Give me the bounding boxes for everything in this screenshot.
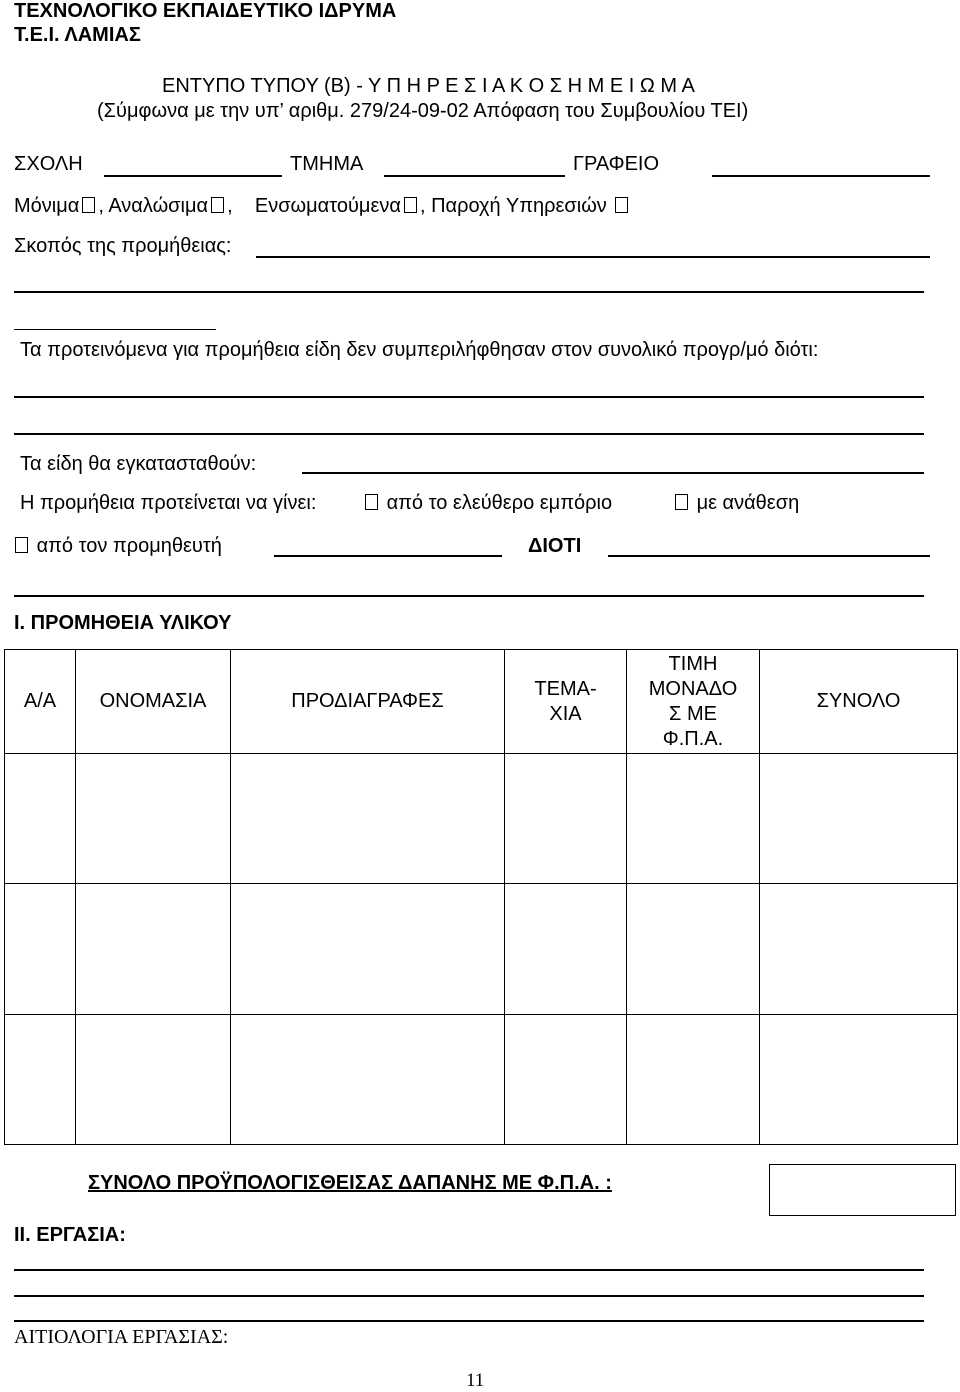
school-label: ΣΧΟΛΗ xyxy=(14,153,83,175)
school-field[interactable] xyxy=(104,175,282,177)
table-row xyxy=(5,754,958,884)
office-label: ΓΡΑΦΕΙΟ xyxy=(573,153,660,175)
cell[interactable] xyxy=(760,884,958,1015)
grand-total-label: ΣΥΝΟΛΟ ΠΡΟΫΠΟΛΟΓΙΣΘΕΙΣΑΣ ΔΑΠΑΝΗΣ ΜΕ Φ.Π.Α. : xyxy=(88,1172,612,1194)
institution-city: Τ.Ε.Ι. ΛΑΜΙΑΣ xyxy=(14,24,141,46)
col-unit-price xyxy=(627,650,760,754)
free-market-checkbox[interactable] xyxy=(365,494,378,510)
type-embedded-label: Ενσωματούμενα xyxy=(254,195,401,217)
cell[interactable] xyxy=(5,754,76,884)
type-embedded-checkbox[interactable] xyxy=(404,197,417,213)
type-permanent-label: Μόνιμα xyxy=(14,195,80,217)
form-title: ΕΝΤΥΠΟ ΤΥΠΟΥ (Β) - Υ Π Η Ρ Ε Σ Ι Α Κ Ο Σ Η Μ Ε Ι Ω Μ Α xyxy=(162,75,695,97)
cell[interactable] xyxy=(231,884,505,1015)
table-row xyxy=(5,1015,958,1145)
supply-type-row: Μόνιμα , Αναλώσιμα , Ενσωματούμενα , Παροχή Υπηρεσιών xyxy=(14,195,631,218)
table-header-row xyxy=(5,650,958,754)
col-total: ΣΥΝΟΛΟ xyxy=(760,650,958,754)
col-unit-price-line3: Σ ΜΕ xyxy=(669,702,717,725)
type-services-label: Παροχή Υπηρεσιών xyxy=(431,195,607,217)
not-included-label: Τα προτεινόμενα για προμήθεια είδη δεν συμπεριλήφθησαν στον συνολικό προγρ/μό διότι: xyxy=(20,339,819,361)
option-assignment xyxy=(672,492,799,515)
cell[interactable] xyxy=(760,1015,958,1145)
type-consumables-checkbox[interactable] xyxy=(211,197,224,213)
because-field-line2[interactable] xyxy=(14,595,924,597)
free-market-label: από το ελεύθερο εμπόριο xyxy=(386,492,613,514)
col-name: ΟΝΟΜΑΣΙΑ xyxy=(76,650,231,754)
table-row xyxy=(5,884,958,1015)
col-aa: Α/Α xyxy=(5,650,76,754)
department-label: ΤΜΗΜΑ xyxy=(290,153,364,175)
type-consumables-label: Αναλώσιμα xyxy=(108,195,209,217)
cell[interactable] xyxy=(231,1015,505,1145)
section-2-title: ΙΙ. ΕΡΓΑΣΙΑ: xyxy=(14,1224,126,1246)
department-field[interactable] xyxy=(384,175,565,177)
because-label: ΔΙΟΤΙ xyxy=(528,535,582,557)
procurement-label: Η προμήθεια προτείνεται να γίνει: xyxy=(20,492,317,514)
cell[interactable] xyxy=(76,1015,231,1145)
option-free-market xyxy=(362,492,612,515)
work-field-line2[interactable] xyxy=(14,1295,924,1297)
justification-label: ΑΙΤΙΟΛΟΓΙΑ ΕΡΓΑΣΙΑΣ: xyxy=(14,1326,229,1348)
col-quantity xyxy=(505,650,627,754)
install-label: Τα είδη θα εγκατασταθούν: xyxy=(20,453,257,475)
work-field-line1[interactable] xyxy=(14,1269,924,1271)
option-supplier xyxy=(12,535,222,558)
page-number: 11 xyxy=(466,1370,485,1391)
work-field-line3[interactable] xyxy=(14,1320,924,1322)
assignment-checkbox[interactable] xyxy=(675,494,688,510)
separator-line xyxy=(14,329,216,330)
not-included-field[interactable] xyxy=(14,396,924,398)
cell[interactable] xyxy=(76,884,231,1015)
col-unit-price-line4: Φ.Π.Α. xyxy=(662,727,724,750)
supplier-checkbox[interactable] xyxy=(15,537,28,553)
col-quantity-line2: ΧΙΑ xyxy=(549,702,582,725)
not-included-field-line2[interactable] xyxy=(14,433,924,435)
cell[interactable] xyxy=(231,754,505,884)
section-1-title: Ι. ΠΡΟΜΗΘΕΙΑ ΥΛΙΚΟΥ xyxy=(14,612,232,634)
type-services-checkbox[interactable] xyxy=(615,197,628,213)
supplier-field[interactable] xyxy=(274,555,502,557)
col-specs: ΠΡΟΔΙΑΓΡΑΦΕΣ xyxy=(231,650,505,754)
cell[interactable] xyxy=(627,884,760,1015)
purpose-label: Σκοπός της προμήθειας: xyxy=(14,235,232,257)
cell[interactable] xyxy=(76,754,231,884)
assignment-label: με ανάθεση xyxy=(696,492,800,514)
grand-total-field[interactable] xyxy=(769,1164,956,1216)
type-permanent-checkbox[interactable] xyxy=(82,197,95,213)
cell[interactable] xyxy=(505,884,627,1015)
install-field[interactable] xyxy=(302,472,924,474)
institution-name: ΤΕΧΝΟΛΟΓΙΚΟ ΕΚΠΑΙΔΕΥΤΙΚΟ ΙΔΡΥΜΑ xyxy=(14,0,397,22)
purpose-field[interactable] xyxy=(256,256,930,258)
cell[interactable] xyxy=(505,754,627,884)
cell[interactable] xyxy=(627,1015,760,1145)
office-field[interactable] xyxy=(712,175,930,177)
supplier-label: από τον προμηθευτή xyxy=(36,535,222,557)
cell[interactable] xyxy=(627,754,760,884)
form-subtitle: (Σύμφωνα με την υπ’ αριθμ. 279/24-09-02 Απόφαση του Συμβουλίου ΤΕΙ) xyxy=(97,100,749,122)
cell[interactable] xyxy=(760,754,958,884)
because-field[interactable] xyxy=(608,555,930,557)
cell[interactable] xyxy=(5,884,76,1015)
col-quantity-line1: ΤΕΜΑ- xyxy=(534,677,597,700)
cell[interactable] xyxy=(505,1015,627,1145)
cell[interactable] xyxy=(5,1015,76,1145)
purpose-field-line2[interactable] xyxy=(14,291,924,293)
col-unit-price-line1: ΤΙΜΗ xyxy=(668,652,718,675)
items-table xyxy=(4,649,958,1145)
col-unit-price-line2: ΜΟΝΑΔΟ xyxy=(648,677,738,700)
